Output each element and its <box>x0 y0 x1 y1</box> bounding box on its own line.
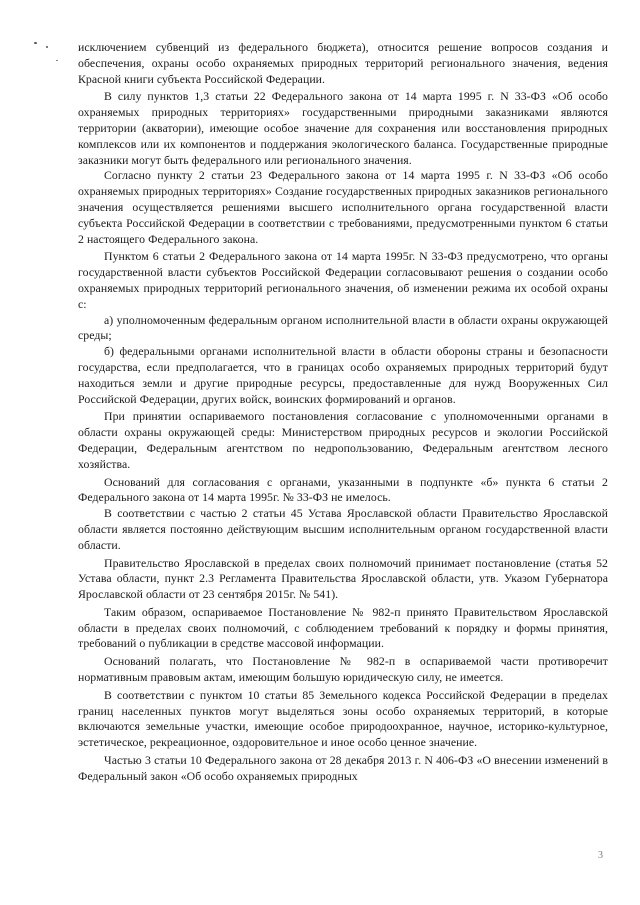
paragraph: исключением субвенций из федерального бюджета), относится решение вопросов создания и обеспечения, охраны особо охраняемых природных территорий регионального значения, ведения Красной книги субъекта Российской Федерации. <box>78 40 608 86</box>
paragraph: Пунктом 6 статьи 2 Федерального закона от 14 марта 1995г. N 33-ФЗ предусмотрено, что органы государственной власти субъектов Российской Федерации согласовывают решения о создании особо охраняемых природных территорий регионального значения, об изменении режима их особой охраны с: <box>78 249 608 311</box>
scan-speck <box>46 46 48 48</box>
paragraph: При принятии оспариваемого постановления согласование с уполномоченными органами в области охраны окружающей среды: Министерством природных ресурсов и экологии Российской Федерации, Федеральным агентством по недропользованию, Федеральным агентством лесного хозяйства. <box>78 409 608 471</box>
page-number: 3 <box>598 850 603 861</box>
paragraph: а) уполномоченным федеральным органом исполнительной власти в области охраны окружающей среды; <box>78 312 608 343</box>
paragraph: б) федеральными органами исполнительной власти в области обороны страны и безопасности государства, если предполагается, что в границах особо охраняемых природных территорий будут находиться земли и другие природные ресурсы, предоставленные для нужд Вооруженных Сил Российской Федерации, других войск, воинских формирований и органов. <box>78 344 608 406</box>
paragraph: Правительство Ярославской в пределах своих полномочий принимает постановление (статья 52 Устава области, пункт 2.3 Регламента Правительства Ярославской области, утв. Указом Губернатора Ярославской области от 23 сентября 2015г. № 541). <box>78 555 608 602</box>
paragraph: Частью 3 статьи 10 Федерального закона от 28 декабря 2013 г. N 406-ФЗ «О внесении изменений в Федеральный закон «Об особо охраняемых природных <box>78 753 608 783</box>
scan-speck <box>56 60 58 61</box>
paragraph: Таким образом, оспариваемое Постановление № 982-п принято Правительством Ярославской области в пределах своих полномочий, с соблюдением требований к порядку и формы принятия, требований о публикации в средстве массовой информации. <box>78 604 608 651</box>
paragraph: Оснований полагать, что Постановление № 982-п в оспариваемой части противоречит нормативным правовым актам, имеющим большую юридическую силу, не имеется. <box>78 654 608 685</box>
paragraph: Согласно пункту 2 статьи 23 Федерального закона от 14 марта 1995 г. N 33-ФЗ «Об особо охраняемых природных территориях» Создание государственных природных заказников регионального значения осуществляется решениями высшего исполнительного органа государственной власти субъекта Российской Федерации в соответствии с требованиями, предусмотренными пунктом 6 статьи 2 настоящего Федерального закона. <box>78 168 608 246</box>
scan-speck <box>34 42 37 44</box>
document-page <box>78 40 608 785</box>
paragraph: В соответствии с пунктом 10 статьи 85 Земельного кодекса Российской Федерации в пределах границ населенных пунктов могут выделяться зоны особо охраняемых территорий, в которые включаются земельные участки, имеющие особое природоохранное, научное, историко-культурное, эстетическое, рекреационное, оздоровительное и иное особо ценное значение. <box>78 687 608 750</box>
paragraph: В соответствии с частью 2 статьи 45 Устава Ярославской области Правительство Ярославской области является постоянно действующим высшим исполнительным органом государственной власти области. <box>78 506 608 552</box>
paragraph: В силу пунктов 1,3 статьи 22 Федерального закона от 14 марта 1995 г. N 33-ФЗ «Об особо охраняемых природных территориях» государственными природными заказниками являются территории (акватории), имеющие особое значение для сохранения или восстановления природных комплексов или их компонентов и поддержания экологического баланса. Государственные природные заказники могут быть федерального или регионального значения. <box>78 89 608 167</box>
paragraph: Оснований для согласования с органами, указанными в подпункте «б» пункта 6 статьи 2 Федерального закона от 14 марта 1995г. № 33-ФЗ не имелось. <box>78 474 608 505</box>
